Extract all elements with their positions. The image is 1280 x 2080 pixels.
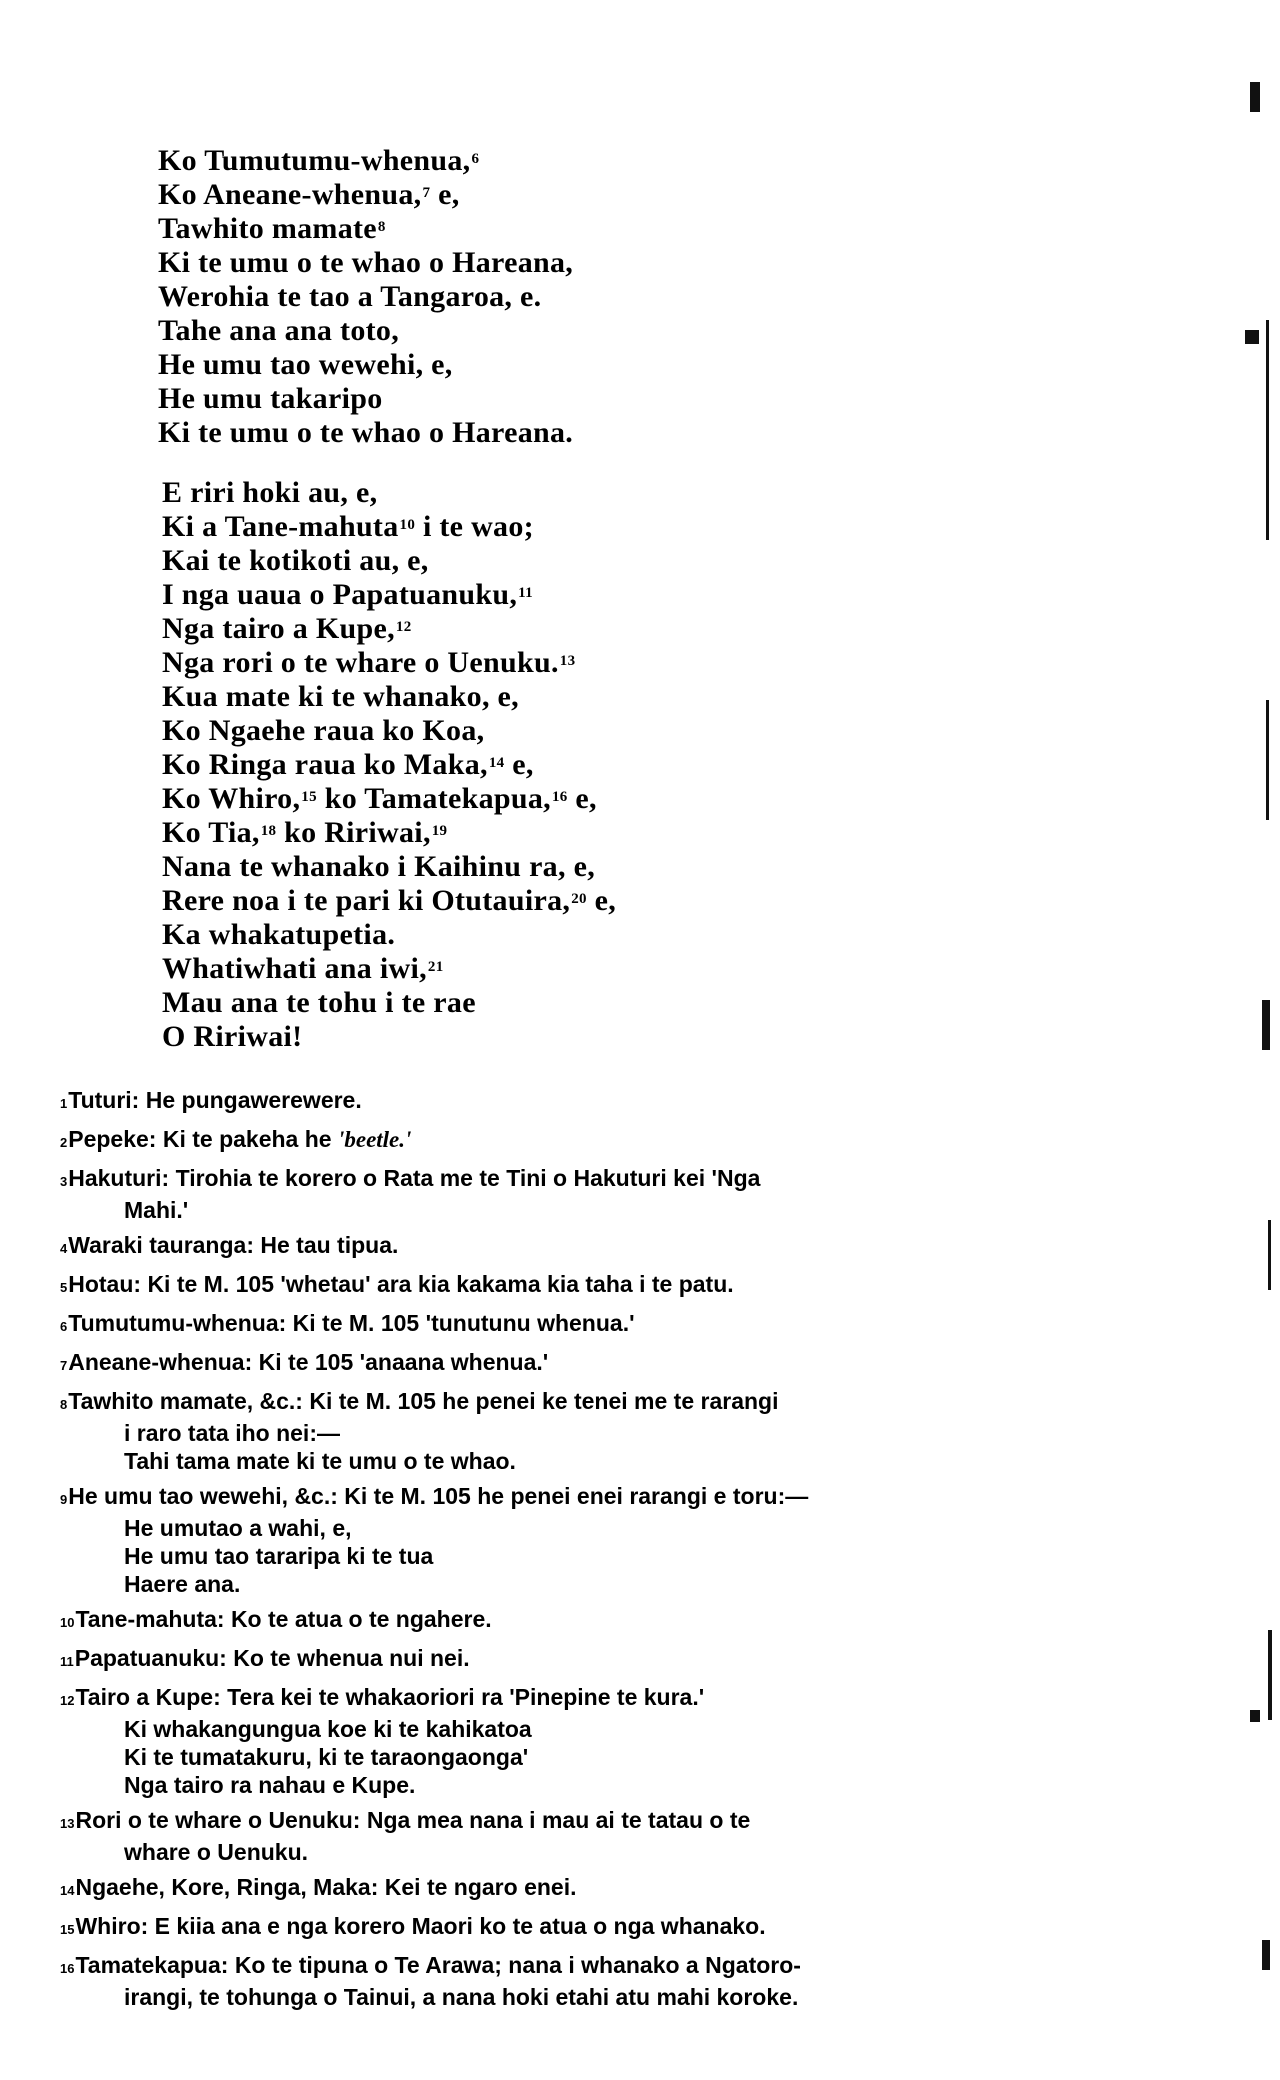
footnote-line	[60, 1605, 1050, 1637]
footnote-number: 5	[60, 1280, 68, 1295]
poem-line-text: E riri hoki au, e,	[162, 476, 378, 509]
footnote	[60, 1387, 1050, 1475]
footnote-number: 2	[60, 1135, 68, 1150]
scan-edge-mark	[1266, 700, 1269, 820]
poem-stanza-2	[162, 476, 616, 1054]
footnote-text: Ngaehe, Kore, Ringa, Maka: Kei te ngaro enei.	[75, 1874, 577, 1900]
footnote	[60, 1644, 1050, 1676]
poem-line	[162, 510, 616, 544]
scan-edge-mark	[1245, 330, 1259, 344]
poem-line	[162, 646, 616, 680]
footnote	[60, 1309, 1050, 1341]
poem-line	[162, 782, 616, 816]
footnote-number: 6	[60, 1319, 68, 1334]
poem-line-text: Nga tairo a Kupe,	[162, 612, 395, 645]
footnote-text: Whiro: E kiia ana e nga korero Maori ko te atua o nga whanako.	[75, 1913, 766, 1939]
poem-line	[158, 382, 573, 416]
poem-line	[162, 952, 616, 986]
footnote-ref: 15	[301, 789, 317, 805]
scan-edge-mark	[1266, 320, 1269, 540]
poem-line	[162, 544, 616, 578]
poem-line	[158, 212, 573, 246]
footnote-text: Tairo a Kupe: Tera kei te whakaoriori ra 'Pinepine te kura.'	[75, 1684, 705, 1710]
footnote	[60, 1912, 1050, 1944]
footnote	[60, 1806, 1050, 1866]
poem-line	[162, 816, 616, 850]
poem-line-text: e,	[504, 748, 534, 781]
footnote-ref: 19	[431, 823, 448, 839]
scan-edge-mark	[1262, 1000, 1270, 1050]
footnote-number: 13	[60, 1816, 75, 1831]
poem-line	[158, 178, 573, 212]
footnote-ref: 7	[422, 185, 431, 201]
poem-line-text: He umu takaripo	[158, 382, 383, 415]
footnote-number: 7	[60, 1358, 68, 1373]
footnote-line	[60, 1387, 1050, 1419]
footnote-ref: 10	[399, 517, 416, 533]
footnote	[60, 1164, 1050, 1224]
footnote-continuation: i raro tata iho nei:—	[124, 1420, 340, 1446]
footnote-line	[60, 1309, 1050, 1341]
poem-line-text: e,	[567, 782, 597, 815]
poem-line-text: Kai te kotikoti au, e,	[162, 544, 429, 577]
poem-line	[162, 680, 616, 714]
footnote	[60, 1125, 1050, 1157]
poem-line-text: He umu tao wewehi, e,	[158, 348, 453, 381]
footnote-continuation: Ki whakangungua koe ki te kahikatoa	[124, 1716, 532, 1742]
footnote	[60, 1605, 1050, 1637]
poem-line	[158, 246, 573, 280]
poem-line-text: Tahe ana ana toto,	[158, 314, 400, 347]
poem-line-text: Rere noa i te pari ki Otutauira,	[162, 884, 571, 917]
footnote-line	[60, 1482, 1050, 1514]
footnote-number: 3	[60, 1174, 68, 1189]
poem-line-text: Nana te whanako i Kaihinu ra, e,	[162, 850, 595, 883]
poem-line-text: Ko Ringa raua ko Maka,	[162, 748, 488, 781]
footnote-text: Papatuanuku: Ko te whenua nui nei.	[74, 1645, 470, 1671]
poem-line-text: i te wao;	[415, 510, 534, 543]
poem-line	[162, 748, 616, 782]
scan-edge-mark	[1262, 1940, 1270, 1970]
footnote-number: 11	[60, 1654, 74, 1669]
footnote-text: Tumutumu-whenua: Ki te M. 105 'tunutunu whenua.'	[68, 1310, 635, 1336]
poem-line	[158, 314, 573, 348]
poem-line	[162, 476, 616, 510]
footnote	[60, 1086, 1050, 1118]
footnote-ref: 13	[559, 653, 576, 669]
footnote-text: Pepeke: Ki te pakeha he	[68, 1126, 338, 1152]
footnote-line	[60, 1270, 1050, 1302]
poem-line	[162, 578, 616, 612]
footnote-continuation: whare o Uenuku.	[124, 1839, 309, 1865]
poem-line	[162, 714, 616, 748]
footnote-ref: 21	[427, 959, 444, 975]
footnote-text: Rori o te whare o Uenuku: Nga mea nana i mau ai te tatau o te	[75, 1807, 751, 1833]
footnote-line	[60, 1873, 1050, 1905]
poem-line-text: Whatiwhati ana iwi,	[162, 952, 427, 985]
footnote	[60, 1348, 1050, 1380]
footnotes	[60, 1086, 1050, 2018]
footnote-line	[60, 1951, 1050, 1983]
footnote-line	[60, 1348, 1050, 1380]
footnote-number: 15	[60, 1922, 75, 1937]
scan-edge-mark	[1250, 82, 1260, 112]
footnote-text: Aneane-whenua: Ki te 105 'anaana whenua.'	[68, 1349, 549, 1375]
footnote-text: Tamatekapua: Ko te tipuna o Te Arawa; nana i whanako a Ngatoro-	[75, 1952, 801, 1978]
poem-line-text: Ki te umu o te whao o Hareana,	[158, 246, 574, 279]
footnote-text: He umu tao wewehi, &c.: Ki te M. 105 he penei enei rarangi e toru:—	[68, 1483, 809, 1509]
footnote-text: Tane-mahuta: Ko te atua o te ngahere.	[75, 1606, 492, 1632]
poem-line-text: Tawhito mamate	[158, 212, 377, 245]
footnote	[60, 1482, 1050, 1598]
footnote-text: Hotau: Ki te M. 105 'whetau' ara kia kakama kia taha i te patu.	[68, 1271, 734, 1297]
poem-line-text: O Ririwai!	[162, 1020, 303, 1053]
poem-line-text: ko Tamatekapua,	[316, 782, 551, 815]
footnote-number: 10	[60, 1615, 75, 1630]
footnote-text: Tuturi: He pungawerewere.	[68, 1087, 362, 1113]
poem-stanza-1	[158, 144, 573, 450]
footnote-line	[60, 1912, 1050, 1944]
footnote-continuation: Tahi tama mate ki te umu o te whao.	[124, 1448, 516, 1474]
footnote	[60, 1270, 1050, 1302]
footnote-continuation: Ki te tumatakuru, ki te taraongaonga'	[124, 1744, 529, 1770]
poem-line	[158, 144, 573, 178]
footnote	[60, 1951, 1050, 2011]
poem-line-text: Mau ana te tohu i te rae	[162, 986, 476, 1019]
footnote-ref: 11	[518, 585, 533, 601]
footnote-ref: 20	[571, 891, 587, 907]
footnote-text: Waraki tauranga: He tau tipua.	[68, 1232, 399, 1258]
footnote-line	[60, 1231, 1050, 1263]
footnote-ref: 14	[488, 755, 505, 771]
footnote-italic: 'beetle.'	[337, 1127, 412, 1152]
footnote-continuation: He umu tao tararipa ki te tua	[124, 1543, 434, 1569]
poem-line	[158, 280, 573, 314]
footnote-ref: 16	[551, 789, 568, 805]
footnote-number: 12	[60, 1693, 75, 1708]
footnote-number: 4	[60, 1241, 68, 1256]
footnote-continuation: He umutao a wahi, e,	[124, 1515, 352, 1541]
footnote-ref: 18	[260, 823, 277, 839]
poem-line-text: Ka whakatupetia.	[162, 918, 396, 951]
poem-line	[162, 1020, 616, 1054]
poem-line-text: e,	[586, 884, 617, 917]
footnote-line	[60, 1806, 1050, 1838]
footnote-number: 16	[60, 1961, 75, 1976]
footnote-ref: 8	[377, 219, 386, 235]
footnote-text: Tawhito mamate, &c.: Ki te M. 105 he penei ke tenei me te rarangi	[68, 1388, 779, 1414]
poem-line-text: Ko Aneane-whenua,	[158, 178, 422, 211]
footnote-ref: 6	[471, 151, 480, 167]
poem-line-text: Ki a Tane-mahuta	[162, 510, 399, 543]
poem-line-text: Kua mate ki te whanako, e,	[162, 680, 519, 713]
scan-edge-mark	[1250, 1710, 1260, 1722]
poem-line	[162, 884, 616, 918]
footnote-continuation: Nga tairo ra nahau e Kupe.	[124, 1772, 416, 1798]
footnote-ref: 12	[395, 619, 412, 635]
footnote-text: Hakuturi: Tirohia te korero o Rata me te Tini o Hakuturi kei 'Nga	[68, 1165, 761, 1191]
poem-line-text: Ko Ngaehe raua ko Koa,	[162, 714, 485, 747]
footnote-line	[60, 1644, 1050, 1676]
footnote-line	[60, 1164, 1050, 1196]
footnote-line	[60, 1125, 1050, 1157]
footnote	[60, 1873, 1050, 1905]
footnote-line	[60, 1683, 1050, 1715]
footnote	[60, 1231, 1050, 1263]
poem-line-text: Werohia te tao a Tangaroa, e.	[158, 280, 542, 313]
footnote-continuation: irangi, te tohunga o Tainui, a nana hoki etahi atu mahi koroke.	[124, 1984, 799, 2010]
poem-line	[162, 918, 616, 952]
footnote-continuation: Haere ana.	[124, 1571, 241, 1597]
footnote-number: 14	[60, 1883, 75, 1898]
poem-line-text: Nga rori o te whare o Uenuku.	[162, 646, 559, 679]
scan-edge-mark	[1268, 1220, 1271, 1290]
poem-line	[162, 850, 616, 884]
scan-edge-mark	[1268, 1630, 1272, 1720]
poem-line	[158, 416, 573, 450]
poem-line-text: Ko Whiro,	[162, 782, 301, 815]
footnote-number: 1	[60, 1096, 68, 1111]
poem-line	[158, 348, 573, 382]
poem-line-text: I nga uaua o Papatuanuku,	[162, 578, 518, 611]
footnote-continuation: Mahi.'	[124, 1197, 189, 1223]
footnote-number: 8	[60, 1397, 68, 1412]
poem-line	[162, 612, 616, 646]
poem-line	[162, 986, 616, 1020]
poem-line-text: Ki te umu o te whao o Hareana.	[158, 416, 574, 449]
footnote	[60, 1683, 1050, 1799]
poem-line-text: Ko Tumutumu-whenua,	[158, 144, 471, 177]
poem-line-text: e,	[430, 178, 460, 211]
poem-line-text: ko Ririwai,	[276, 816, 431, 849]
footnote-number: 9	[60, 1492, 68, 1507]
poem-line-text: Ko Tia,	[162, 816, 260, 849]
footnote-line	[60, 1086, 1050, 1118]
